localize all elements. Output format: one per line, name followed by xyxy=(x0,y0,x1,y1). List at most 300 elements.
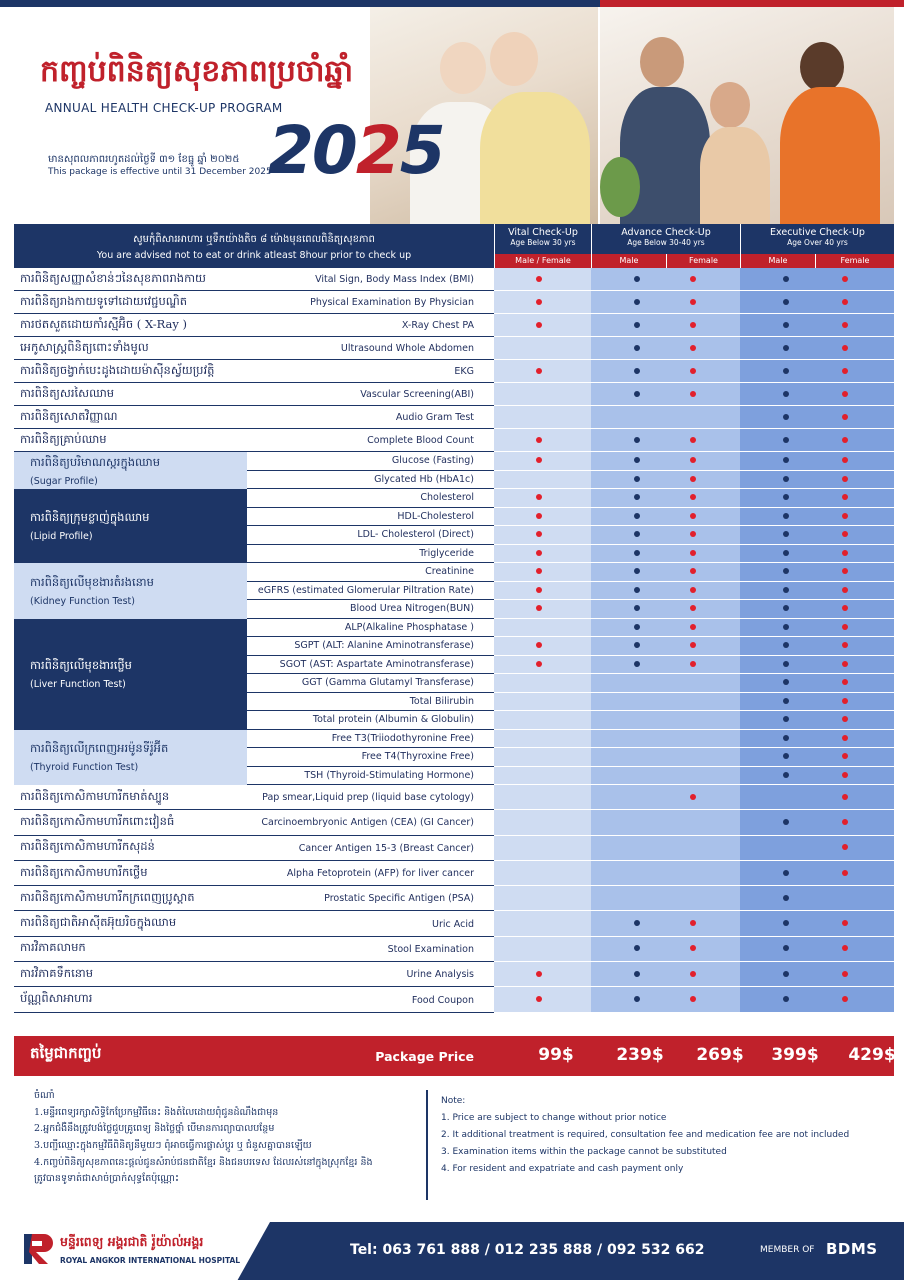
included-red-dot xyxy=(690,476,696,482)
notes-english-item: 4. For resident and expatriate and cash payment only xyxy=(441,1164,684,1175)
package-age: Age Below 30 yrs xyxy=(510,238,576,247)
package-cell xyxy=(666,563,740,582)
included-red-dot xyxy=(842,299,848,305)
package-cell xyxy=(815,545,894,564)
package-cell xyxy=(740,619,815,638)
table-row xyxy=(14,291,894,314)
exam-name-khmer: ការពិនិត្យកោសិកាមហារីកក្រពេញប្រូស្តាត xyxy=(14,886,494,911)
year-accent: 2 xyxy=(355,112,400,189)
included-red-dot xyxy=(690,661,696,667)
package-cell xyxy=(666,619,740,638)
package-cell xyxy=(591,383,666,406)
included-red-dot xyxy=(842,476,848,482)
package-cell xyxy=(591,937,666,962)
checkup-table xyxy=(14,224,894,1013)
package-cell xyxy=(666,730,740,749)
included-blue-dot xyxy=(634,276,640,282)
table-row xyxy=(14,619,894,638)
table-row xyxy=(14,268,894,291)
table-row xyxy=(14,526,894,545)
package-cell xyxy=(494,526,591,545)
included-red-dot xyxy=(536,550,542,556)
included-red-dot xyxy=(690,276,696,282)
exam-name-english: eGFRS (estimated Glomerular Piltration Rate) xyxy=(247,582,494,601)
package-cell xyxy=(666,526,740,545)
package-cell xyxy=(591,526,666,545)
table-row xyxy=(14,836,894,861)
package-cell xyxy=(740,526,815,545)
included-red-dot xyxy=(690,996,696,1002)
included-blue-dot xyxy=(783,550,789,556)
package-price-bar xyxy=(14,1036,894,1076)
package-name: Vital Check-Up xyxy=(508,227,578,238)
package-cell xyxy=(740,452,815,471)
exam-name-english: Glycated Hb (HbA1c) xyxy=(247,471,494,490)
package-cell xyxy=(494,545,591,564)
package-cell xyxy=(591,291,666,314)
included-blue-dot xyxy=(783,587,789,593)
package-cell xyxy=(666,291,740,314)
group-name-english: (Lipid Profile) xyxy=(30,531,93,542)
notes-divider xyxy=(426,1090,428,1200)
title-khmer: កញ្ចប់ពិនិត្យសុខភាពប្រចាំឆ្នាំ xyxy=(40,54,354,89)
package-price: 269$ xyxy=(696,1045,744,1065)
package-cell xyxy=(666,674,740,693)
exam-name-english: Physical Examination By Physician xyxy=(310,297,474,308)
included-blue-dot xyxy=(783,716,789,722)
test-group xyxy=(14,452,894,489)
package-cell xyxy=(815,730,894,749)
table-row xyxy=(14,314,894,337)
group-name-khmer: ការពិនិត្យក្រុមខ្លាញ់ក្នុងឈាម xyxy=(30,510,150,524)
package-cell xyxy=(494,489,591,508)
table-row xyxy=(14,674,894,693)
gender-column-header: Male xyxy=(740,254,815,268)
package-price: 99$ xyxy=(538,1045,574,1065)
package-cell xyxy=(815,337,894,360)
exam-name-english: HDL-Cholesterol xyxy=(247,508,494,527)
package-cell xyxy=(815,962,894,987)
included-blue-dot xyxy=(634,605,640,611)
included-red-dot xyxy=(690,587,696,593)
package-cell xyxy=(666,337,740,360)
package-cell xyxy=(666,360,740,383)
package-cell xyxy=(591,911,666,936)
included-red-dot xyxy=(690,624,696,630)
table-row xyxy=(14,656,894,675)
table-row xyxy=(14,861,894,886)
package-cell xyxy=(494,674,591,693)
notes-english xyxy=(441,1093,881,1178)
exam-name-english: ALP(Alkaline Phosphatase ) xyxy=(247,619,494,638)
package-cell xyxy=(666,406,740,429)
included-red-dot xyxy=(842,716,848,722)
package-cell xyxy=(740,836,815,861)
package-cell xyxy=(666,314,740,337)
included-red-dot xyxy=(690,971,696,977)
package-cell xyxy=(666,886,740,911)
included-blue-dot xyxy=(783,679,789,685)
included-red-dot xyxy=(842,605,848,611)
table-row xyxy=(14,582,894,601)
included-red-dot xyxy=(536,494,542,500)
package-cell xyxy=(740,767,815,786)
exam-name-english: Carcinoembryonic Antigen (CEA) (GI Cancer) xyxy=(261,817,474,829)
included-red-dot xyxy=(842,568,848,574)
package-cell xyxy=(740,911,815,936)
included-blue-dot xyxy=(634,587,640,593)
package-cell xyxy=(494,471,591,490)
notes-english-item: 1. Price are subject to change without prior notice xyxy=(441,1113,667,1124)
package-cell xyxy=(740,268,815,291)
exam-name-khmer: ការពិនិត្យជាតិអាស៊ីតអ៊ុយរិចក្នុងឈាម xyxy=(14,911,494,936)
included-blue-dot xyxy=(634,513,640,519)
group-name-english: (Sugar Profile) xyxy=(30,475,98,487)
package-cell xyxy=(815,452,894,471)
package-cell xyxy=(815,489,894,508)
included-red-dot xyxy=(690,794,696,800)
package-cell xyxy=(815,937,894,962)
table-row xyxy=(14,489,894,508)
notes-khmer-item: ត្រូវបានទូទាត់ជាសាច់ប្រាក់សុទ្ធតែប៉ុណ្ណោះ xyxy=(34,1173,180,1185)
exam-name-khmer: ប័ណ្ណពិសាអាហារ xyxy=(14,987,494,1012)
included-red-dot xyxy=(842,531,848,537)
included-red-dot xyxy=(842,794,848,800)
package-cell xyxy=(740,360,815,383)
included-red-dot xyxy=(842,494,848,500)
package-cell xyxy=(740,748,815,767)
package-cell xyxy=(815,383,894,406)
package-cell xyxy=(494,886,591,911)
package-cell xyxy=(494,836,591,861)
package-cell xyxy=(591,674,666,693)
package-cell xyxy=(494,383,591,406)
top-bar-accent xyxy=(600,0,904,7)
package-header xyxy=(740,224,894,254)
included-red-dot xyxy=(842,368,848,374)
exam-name-khmer: ការពិនិត្យសញ្ញាសំខាន់ៗនៃសុខភាពរាងកាយ xyxy=(14,268,494,291)
package-cell xyxy=(815,619,894,638)
included-red-dot xyxy=(842,735,848,741)
table-row xyxy=(14,563,894,582)
package-cell xyxy=(815,314,894,337)
package-cell xyxy=(740,937,815,962)
included-blue-dot xyxy=(634,661,640,667)
included-blue-dot xyxy=(634,642,640,648)
included-blue-dot xyxy=(783,457,789,463)
package-cell xyxy=(494,406,591,429)
exam-name-english: EKG xyxy=(454,366,474,377)
package-cell xyxy=(815,563,894,582)
package-header xyxy=(591,224,740,254)
included-blue-dot xyxy=(783,476,789,482)
included-red-dot xyxy=(536,996,542,1002)
included-blue-dot xyxy=(634,476,640,482)
package-cell xyxy=(740,861,815,886)
package-cell xyxy=(591,886,666,911)
exam-name-khmer: ការវិភាគលាមក xyxy=(14,937,494,962)
package-cell xyxy=(666,508,740,527)
exam-name-english: Cancer Antigen 15-3 (Breast Cancer) xyxy=(298,842,474,854)
package-cell xyxy=(494,767,591,786)
package-cell xyxy=(591,429,666,452)
included-red-dot xyxy=(536,531,542,537)
exam-name-english: Free T4(Thyroxine Free) xyxy=(247,748,494,767)
header-banner xyxy=(0,0,904,225)
test-group xyxy=(14,563,894,619)
included-red-dot xyxy=(842,661,848,667)
test-group xyxy=(14,619,894,730)
gender-column-header: Female xyxy=(815,254,894,268)
included-red-dot xyxy=(536,605,542,611)
package-cell xyxy=(591,406,666,429)
package-cell xyxy=(815,406,894,429)
included-blue-dot xyxy=(783,895,789,901)
package-cell xyxy=(740,314,815,337)
exam-name-khmer: ការពិនិត្យសោតវិញ្ញាណ xyxy=(14,406,494,429)
included-blue-dot xyxy=(634,568,640,574)
included-red-dot xyxy=(842,753,848,759)
table-row xyxy=(14,886,894,911)
package-cell xyxy=(494,452,591,471)
included-red-dot xyxy=(842,945,848,951)
included-blue-dot xyxy=(783,414,789,420)
included-red-dot xyxy=(842,624,848,630)
included-blue-dot xyxy=(783,345,789,351)
included-blue-dot xyxy=(783,945,789,951)
fasting-advice xyxy=(14,224,494,268)
package-age: Age Over 40 yrs xyxy=(787,238,848,247)
included-blue-dot xyxy=(634,345,640,351)
exam-name-english: Urine Analysis xyxy=(406,969,474,981)
exam-name-english: Vascular Screening(ABI) xyxy=(360,389,474,400)
package-cell xyxy=(740,785,815,810)
included-blue-dot xyxy=(783,920,789,926)
package-cell xyxy=(740,563,815,582)
table-row xyxy=(14,810,894,835)
package-cell xyxy=(494,268,591,291)
package-cell xyxy=(740,337,815,360)
package-cell xyxy=(591,489,666,508)
table-row xyxy=(14,600,894,619)
package-cell xyxy=(666,637,740,656)
table-row xyxy=(14,987,894,1012)
gender-column-header: Male / Female xyxy=(494,254,591,268)
table-row xyxy=(14,508,894,527)
package-cell xyxy=(494,508,591,527)
package-cell xyxy=(815,767,894,786)
package-cell xyxy=(666,656,740,675)
notes-khmer xyxy=(34,1088,414,1188)
package-cell xyxy=(666,767,740,786)
package-cell xyxy=(591,693,666,712)
package-cell xyxy=(740,656,815,675)
exam-name-english: Ultrasound Whole Abdomen xyxy=(340,343,474,354)
included-red-dot xyxy=(842,819,848,825)
table-row xyxy=(14,545,894,564)
package-cell xyxy=(740,291,815,314)
package-cell xyxy=(494,861,591,886)
group-name-english: (Liver Function Test) xyxy=(30,679,126,690)
included-red-dot xyxy=(536,661,542,667)
package-cell xyxy=(494,600,591,619)
table-row xyxy=(14,937,894,962)
included-red-dot xyxy=(536,368,542,374)
table-header xyxy=(14,224,894,268)
notes-khmer-item: 2.អ្នកជំងឺនឹងត្រូវបង់ថ្លៃជួបគ្រូពេទ្យ និងថ្លៃថ្នាំ បើមានការព្យាបាលបន្ថែម xyxy=(34,1123,275,1135)
included-red-dot xyxy=(842,996,848,1002)
package-cell xyxy=(494,693,591,712)
title-english: ANNUAL HEALTH CHECK-UP PROGRAM xyxy=(45,101,283,115)
included-red-dot xyxy=(842,437,848,443)
package-cell xyxy=(591,337,666,360)
package-cell xyxy=(815,360,894,383)
package-cell xyxy=(591,767,666,786)
package-cell xyxy=(591,582,666,601)
exam-name-english: Food Coupon xyxy=(411,994,474,1006)
table-row xyxy=(14,730,894,749)
included-blue-dot xyxy=(634,945,640,951)
exam-name-english: LDL- Cholesterol (Direct) xyxy=(247,526,494,545)
included-red-dot xyxy=(690,368,696,374)
package-cell xyxy=(591,471,666,490)
package-cell xyxy=(666,545,740,564)
program-year xyxy=(268,112,444,189)
table-row xyxy=(14,429,894,452)
exam-name-english: Free T3(Triiodothyronine Free) xyxy=(247,730,494,749)
package-cell xyxy=(740,674,815,693)
package-cell xyxy=(740,508,815,527)
package-cell xyxy=(740,987,815,1012)
package-cell xyxy=(740,471,815,490)
fasting-advice-english: You are advised not to eat or drink atleast 8hour prior to check up xyxy=(96,250,412,261)
included-red-dot xyxy=(842,513,848,519)
test-group xyxy=(14,489,894,563)
package-cell xyxy=(666,911,740,936)
exam-name-khmer: ការពិនិត្យចង្វាក់បេះដូងដោយម៉ាស៊ីនស្វ័យប្រវត្តិ xyxy=(14,360,494,383)
package-cell xyxy=(740,730,815,749)
included-red-dot xyxy=(842,642,848,648)
package-cell xyxy=(740,489,815,508)
included-blue-dot xyxy=(634,299,640,305)
included-blue-dot xyxy=(783,513,789,519)
included-blue-dot xyxy=(634,996,640,1002)
package-cell xyxy=(815,785,894,810)
exam-name-english: Vital Sign, Body Mass Index (BMI) xyxy=(315,274,474,285)
package-age: Age Below 30-40 yrs xyxy=(627,238,705,247)
package-cell xyxy=(494,337,591,360)
exam-name-english: Audio Gram Test xyxy=(395,412,474,423)
included-red-dot xyxy=(690,945,696,951)
telephone-numbers: Tel: 063 761 888 / 012 235 888 / 092 532 662 xyxy=(350,1242,705,1258)
exam-name-khmer: ការថតសួតដោយកាំរស្មីអ៊ិច ( X-Ray ) xyxy=(14,314,494,337)
package-cell xyxy=(494,656,591,675)
member-of-label: MEMBER OF xyxy=(760,1245,815,1255)
exam-name-english: Triglyceride xyxy=(247,545,494,564)
hospital-name-khmer: មន្ទីរពេទ្យ អង្គរជាតិ រ៉ូយ៉ាល់អង្គរ xyxy=(60,1234,204,1249)
included-blue-dot xyxy=(783,642,789,648)
package-cell xyxy=(740,810,815,835)
included-red-dot xyxy=(536,457,542,463)
package-cell xyxy=(591,987,666,1012)
included-red-dot xyxy=(842,322,848,328)
exam-name-english: TSH (Thyroid-Stimulating Hormone) xyxy=(247,767,494,786)
included-blue-dot xyxy=(634,624,640,630)
package-price: 399$ xyxy=(771,1045,819,1065)
package-cell xyxy=(740,886,815,911)
package-cell xyxy=(494,810,591,835)
package-cell xyxy=(666,600,740,619)
package-cell xyxy=(815,861,894,886)
package-cell xyxy=(591,810,666,835)
package-cell xyxy=(494,785,591,810)
included-blue-dot xyxy=(783,996,789,1002)
included-blue-dot xyxy=(783,624,789,630)
package-cell xyxy=(815,693,894,712)
included-blue-dot xyxy=(783,494,789,500)
table-row xyxy=(14,360,894,383)
included-blue-dot xyxy=(783,698,789,704)
included-blue-dot xyxy=(783,299,789,305)
included-red-dot xyxy=(690,568,696,574)
package-cell xyxy=(815,711,894,730)
exam-name-english: Blood Urea Nitrogen(BUN) xyxy=(247,600,494,619)
included-red-dot xyxy=(690,457,696,463)
package-cell xyxy=(591,711,666,730)
package-cell xyxy=(666,582,740,601)
included-red-dot xyxy=(842,772,848,778)
exam-name-khmer: ការពិនិត្យសរសៃឈាម xyxy=(14,383,494,406)
included-red-dot xyxy=(536,587,542,593)
included-blue-dot xyxy=(783,276,789,282)
included-blue-dot xyxy=(634,457,640,463)
package-header xyxy=(494,224,591,254)
package-cell xyxy=(740,383,815,406)
package-price: 239$ xyxy=(616,1045,664,1065)
included-blue-dot xyxy=(783,661,789,667)
exam-name-english: Cholesterol xyxy=(247,489,494,508)
notes-english-heading: Note: xyxy=(441,1096,466,1106)
package-cell xyxy=(666,471,740,490)
package-cell xyxy=(494,429,591,452)
included-red-dot xyxy=(842,550,848,556)
package-cell xyxy=(815,987,894,1012)
included-blue-dot xyxy=(783,368,789,374)
included-red-dot xyxy=(536,276,542,282)
package-cell xyxy=(494,911,591,936)
included-red-dot xyxy=(690,345,696,351)
exam-name-khmer: ការពិនិត្យកោសិកាមហារីកមាត់ស្បូន xyxy=(14,785,494,810)
package-cell xyxy=(666,452,740,471)
package-cell xyxy=(666,711,740,730)
included-red-dot xyxy=(536,513,542,519)
included-red-dot xyxy=(842,391,848,397)
package-cell xyxy=(666,429,740,452)
package-cell xyxy=(740,582,815,601)
included-red-dot xyxy=(842,414,848,420)
package-cell xyxy=(815,911,894,936)
package-cell xyxy=(591,861,666,886)
included-red-dot xyxy=(536,437,542,443)
package-cell xyxy=(666,693,740,712)
exam-name-english: Total Bilirubin xyxy=(247,693,494,712)
family-photo xyxy=(600,7,894,225)
package-cell xyxy=(666,268,740,291)
package-cell xyxy=(494,937,591,962)
package-cell xyxy=(740,962,815,987)
included-red-dot xyxy=(842,870,848,876)
included-blue-dot xyxy=(634,368,640,374)
